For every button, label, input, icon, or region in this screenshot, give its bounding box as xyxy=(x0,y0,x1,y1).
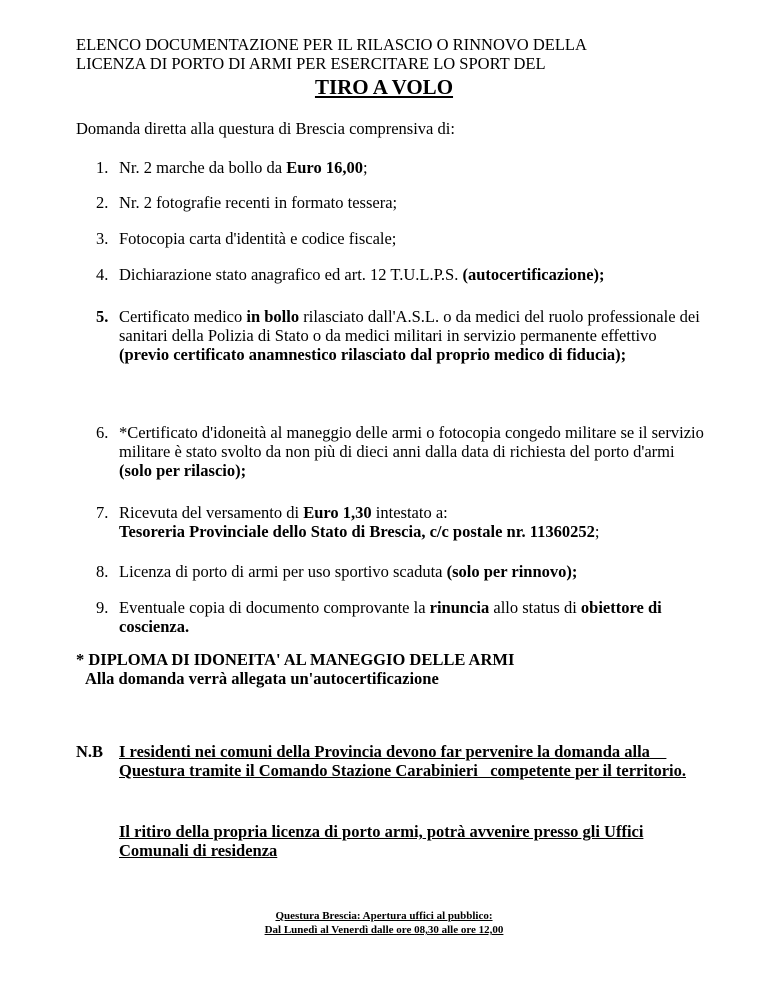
document-header xyxy=(76,35,696,73)
document-title: TIRO A VOLO xyxy=(314,75,454,99)
intro-text: Domanda diretta alla questura di Brescia comprensiva di: xyxy=(76,119,455,138)
item-text: Nr. 2 marche da bollo da Euro 16,00; xyxy=(119,158,368,177)
item-text: Nr. 2 fotografie recenti in formato tessera; xyxy=(119,193,398,212)
header-line-1: ELENCO DOCUMENTAZIONE PER IL RILASCIO O RINNOVO DELLA xyxy=(76,35,587,54)
item-number: 3. xyxy=(96,229,109,248)
nb-label: N.B xyxy=(76,742,104,761)
header-line-2: LICENZA DI PORTO DI ARMI PER ESERCITARE LO SPORT DEL xyxy=(76,54,546,73)
item-text: Certificato medico in bollo rilasciato dall'A.S.L. o da medici del ruolo professionale dei sanitari della Polizia di Stato o da medici militari in servizio permanente effettivo (previo certificato anamnestico rilasciato dal proprio medico di fiducia); xyxy=(119,307,700,364)
item-text: Ricevuta del versamento di Euro 1,30 intestato a: Tesoreria Provinciale dello Stato di Brescia, c/c postale nr. 11360252; xyxy=(119,503,600,541)
diploma-subtitle: Alla domanda verrà allegata un'autocertificazione xyxy=(85,669,439,688)
item-number: 6. xyxy=(96,423,109,442)
diploma-note xyxy=(76,650,514,688)
nb-text: I residenti nei comuni della Provincia devono far pervenire la domanda alla Questura tramite il Comando Stazione Carabinieri competente per il territorio. xyxy=(119,742,686,780)
item-number: 9. xyxy=(96,598,109,617)
item-text: Fotocopia carta d'identità e codice fiscale; xyxy=(119,229,397,248)
item-number: 8. xyxy=(96,562,109,581)
item-text: Dichiarazione stato anagrafico ed art. 12 T.U.L.P.S. (autocertificazione); xyxy=(119,265,605,284)
item-number: 4. xyxy=(96,265,109,284)
footer-line-1: Questura Brescia: Apertura uffici al pubblico: xyxy=(275,910,493,922)
item-number: 5. xyxy=(96,307,109,326)
footer-line-2: Dal Lunedì al Venerdì dalle ore 08,30 alle ore 12,00 xyxy=(264,924,504,936)
item-text: Eventuale copia di documento comprovante la rinuncia allo status di obiettore di coscienza. xyxy=(119,598,662,636)
item-number: 7. xyxy=(96,503,109,522)
item-number: 2. xyxy=(96,193,109,212)
footer-hours xyxy=(0,909,768,937)
item-text: Licenza di porto di armi per uso sportivo scaduta (solo per rinnovo); xyxy=(119,562,578,581)
ritiro-note: Il ritiro della propria licenza di porto armi, potrà avvenire presso gli Uffici Comunali di residenza xyxy=(119,822,644,860)
item-text: *Certificato d'idoneità al maneggio delle armi o fotocopia congedo militare se il servizio militare è stato svolto da non più di dieci anni dalla data di richiesta del porto d'armi (solo per rilascio); xyxy=(119,423,704,480)
item-number: 1. xyxy=(96,158,109,177)
diploma-title: * DIPLOMA DI IDONEITA' AL MANEGGIO DELLE ARMI xyxy=(76,650,515,669)
